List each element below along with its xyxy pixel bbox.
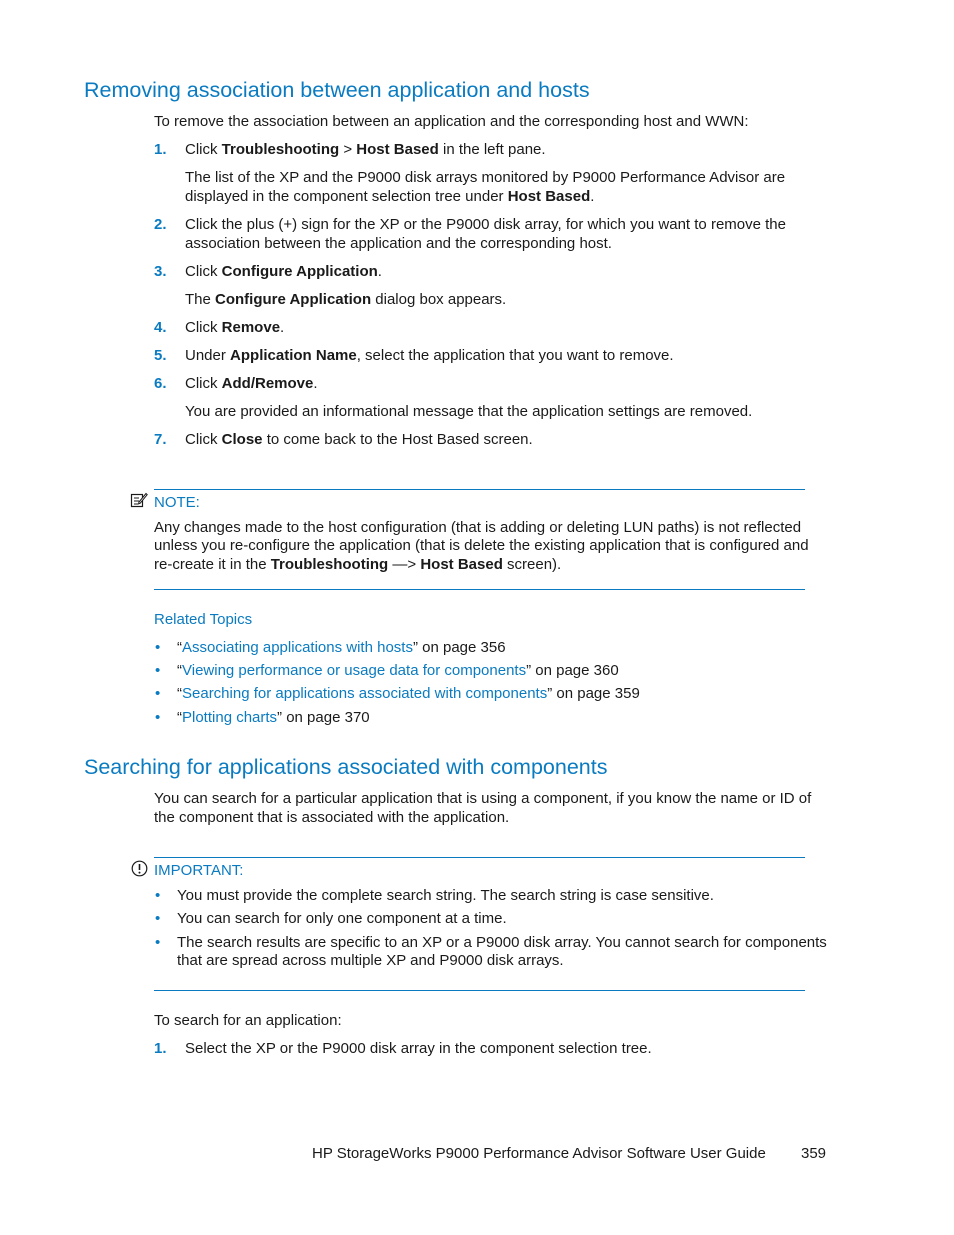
list-item: You can search for only one component at a time. <box>177 910 507 927</box>
list-item-line2: that are spread across multiple XP and P9000 disk arrays. <box>177 952 564 969</box>
bullet: • <box>155 910 161 927</box>
section2-intro-line1: You can search for a particular application that is using a component, if you know the name or ID of <box>154 790 812 807</box>
footer-guide-title: HP StorageWorks P9000 Performance Advisor Software User Guide <box>312 1145 766 1162</box>
step-6-result: You are provided an informational message that the application settings are removed. <box>185 403 753 420</box>
bullet: • <box>155 639 161 656</box>
important-bottom-rule <box>154 990 805 991</box>
bullet: • <box>155 709 161 726</box>
list-item: You must provide the complete search string. The search string is case sensitive. <box>177 887 714 904</box>
note-pencil-icon <box>130 491 148 509</box>
search-step-1: Select the XP or the P9000 disk array in the component selection tree. <box>185 1040 652 1057</box>
important-top-rule <box>154 857 805 858</box>
list-item: “Associating applications with hosts” on page 356 <box>177 639 506 656</box>
section-intro: To remove the association between an application and the corresponding host and WWN: <box>154 113 749 130</box>
step-6-text: Click Add/Remove. <box>185 375 318 392</box>
step-1-result-line1: The list of the XP and the P9000 disk arrays monitored by P9000 Performance Advisor are <box>185 169 786 186</box>
step-number: 4. <box>154 319 167 336</box>
step-7-text: Click Close to come back to the Host Based screen. <box>185 431 533 448</box>
section2-intro-line2: the component that is associated with the application. <box>154 809 510 826</box>
step-number: 5. <box>154 347 167 364</box>
link-viewing-performance[interactable]: Viewing performance or usage data for components <box>182 662 527 679</box>
note-line1: Any changes made to the host configuration (that is adding or deleting LUN paths) is not reflected <box>154 519 802 536</box>
note-line3: re-create it in the Troubleshooting —> Host Based screen). <box>154 556 562 573</box>
note-top-rule <box>154 489 805 490</box>
footer-page-number: 359 <box>801 1145 827 1162</box>
bullet: • <box>155 662 161 679</box>
list-item: “Plotting charts” on page 370 <box>177 709 370 726</box>
list-item: “Searching for applications associated with components” on page 359 <box>177 685 640 702</box>
step-4-text: Click Remove. <box>185 319 285 336</box>
link-plotting-charts[interactable]: Plotting charts <box>182 709 278 726</box>
section-heading-searching-applications: Searching for applications associated with components <box>84 755 608 779</box>
note-line2: unless you re-configure the application (that is delete the existing application that is configured and <box>154 537 809 554</box>
step-number: 1. <box>154 1040 167 1057</box>
search-intro: To search for an application: <box>154 1012 342 1029</box>
list-item: “Viewing performance or usage data for components” on page 360 <box>177 662 619 679</box>
step-number: 2. <box>154 216 167 233</box>
list-item-line1: The search results are specific to an XP or a P9000 disk array. You cannot search for components <box>177 934 827 951</box>
step-number: 7. <box>154 431 167 448</box>
step-number: 1. <box>154 141 167 158</box>
section-heading-removing-association: Removing association between application and hosts <box>84 78 590 102</box>
link-associating-applications[interactable]: Associating applications with hosts <box>182 639 413 656</box>
step-1-text: Click Troubleshooting > Host Based in the left pane. <box>185 141 546 158</box>
important-label: IMPORTANT: <box>154 862 244 879</box>
step-2-line1: Click the plus (+) sign for the XP or the P9000 disk array, for which you want to remove the <box>185 216 786 233</box>
step-1-result-line2: displayed in the component selection tree under Host Based. <box>185 188 595 205</box>
bullet: • <box>155 685 161 702</box>
step-3-text: Click Configure Application. <box>185 263 382 280</box>
step-5-text: Under Application Name, select the application that you want to remove. <box>185 347 674 364</box>
link-searching-applications[interactable]: Searching for applications associated with components <box>182 685 548 702</box>
important-exclamation-icon <box>131 860 148 877</box>
note-label: NOTE: <box>154 494 200 511</box>
step-3-result: The Configure Application dialog box appears. <box>185 291 507 308</box>
bullet: • <box>155 934 161 951</box>
note-bottom-rule <box>154 589 805 590</box>
bullet: • <box>155 887 161 904</box>
step-number: 3. <box>154 263 167 280</box>
step-2-line2: association between the application and the corresponding host. <box>185 235 612 252</box>
related-topics-title: Related Topics <box>154 611 253 628</box>
step-number: 6. <box>154 375 167 392</box>
